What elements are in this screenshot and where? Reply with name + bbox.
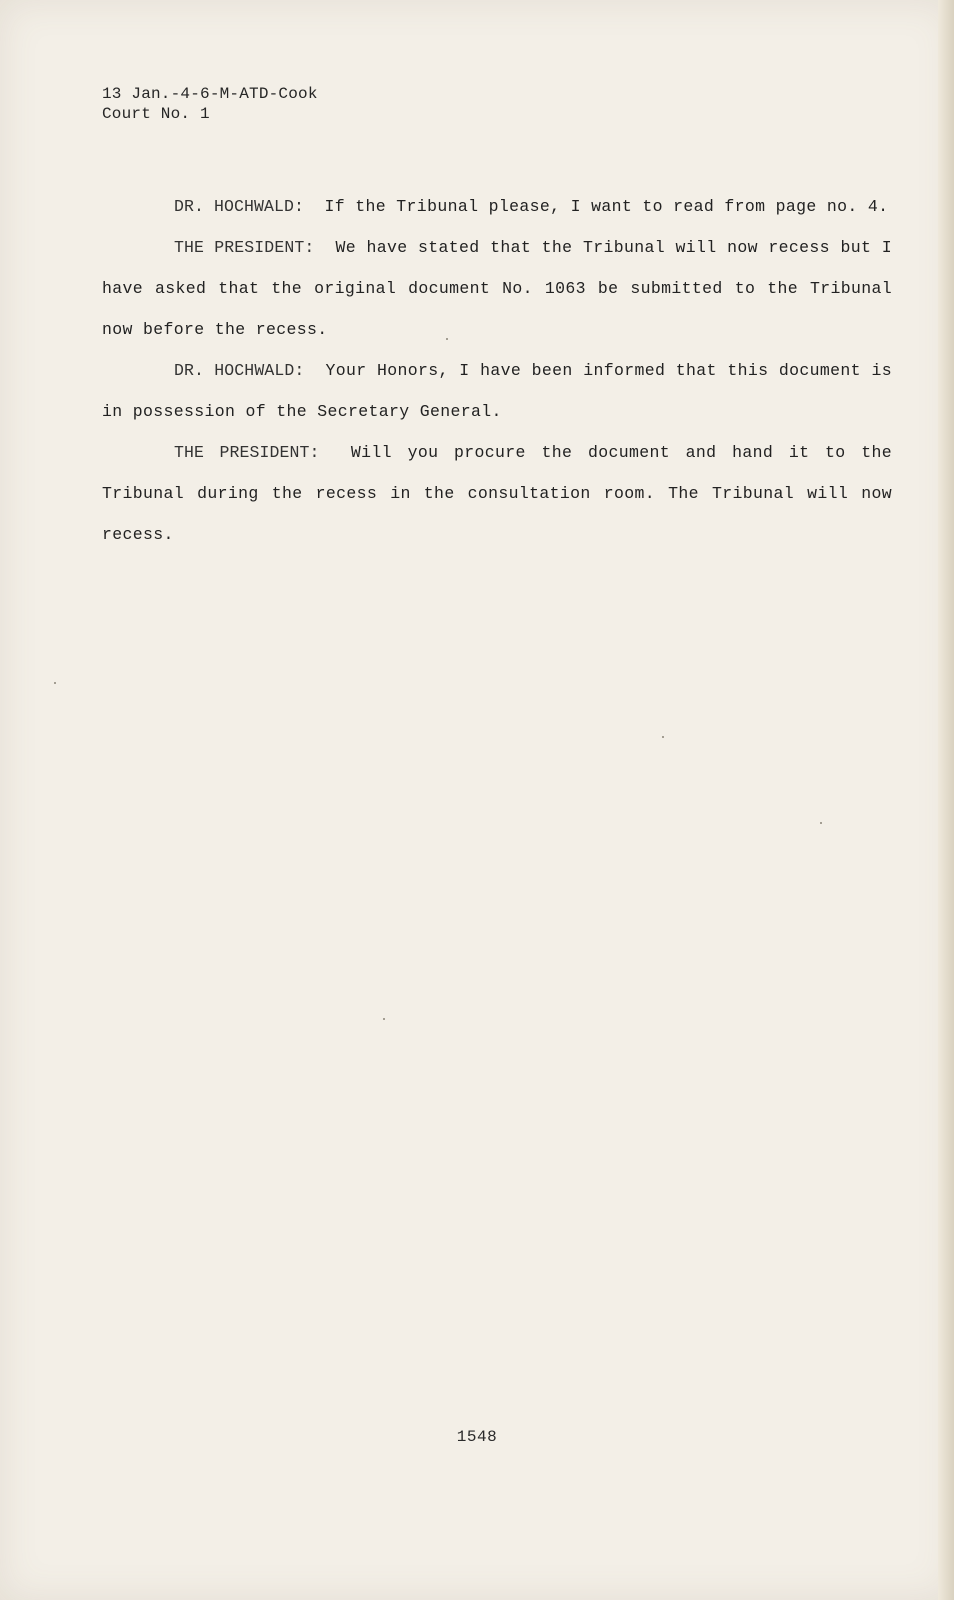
paper-speck — [820, 822, 822, 824]
speaker-label: THE PRESIDENT: — [174, 443, 320, 462]
speaker-label: DR. HOCHWALD: — [174, 361, 305, 380]
transcript-paragraph — [102, 227, 892, 350]
speech-text: Your Honors, I have been informed that this document is in possession of the Secretary General. — [102, 361, 892, 421]
transcript-paragraph — [102, 186, 892, 227]
transcript-body — [102, 186, 892, 555]
paper-speck — [446, 338, 448, 340]
speech-text: If the Tribunal please, I want to read from page no. 4. — [324, 197, 889, 216]
speech-text: Will you procure the document and hand it to the Tribunal during the recess in the consultation room. The Tribunal will now recess. — [102, 443, 892, 544]
paper-speck — [383, 1018, 385, 1020]
transcript-paragraph — [102, 350, 892, 432]
speaker-label: DR. HOCHWALD: — [174, 197, 305, 216]
transcript-paragraph — [102, 432, 892, 555]
page-edge — [938, 0, 954, 1600]
speaker-label: THE PRESIDENT: — [174, 238, 315, 257]
page-header — [102, 84, 318, 124]
paper-speck — [54, 682, 56, 684]
page-number: 1548 — [456, 1428, 498, 1446]
paper-speck — [662, 736, 664, 738]
speech-text: We have stated that the Tribunal will now recess but I have asked that the original document No. 1063 be submitted to the Tribunal now before the recess. — [102, 238, 892, 339]
court-number: Court No. 1 — [102, 105, 210, 123]
session-reference: 13 Jan.-4-6-M-ATD-Cook — [102, 85, 318, 103]
